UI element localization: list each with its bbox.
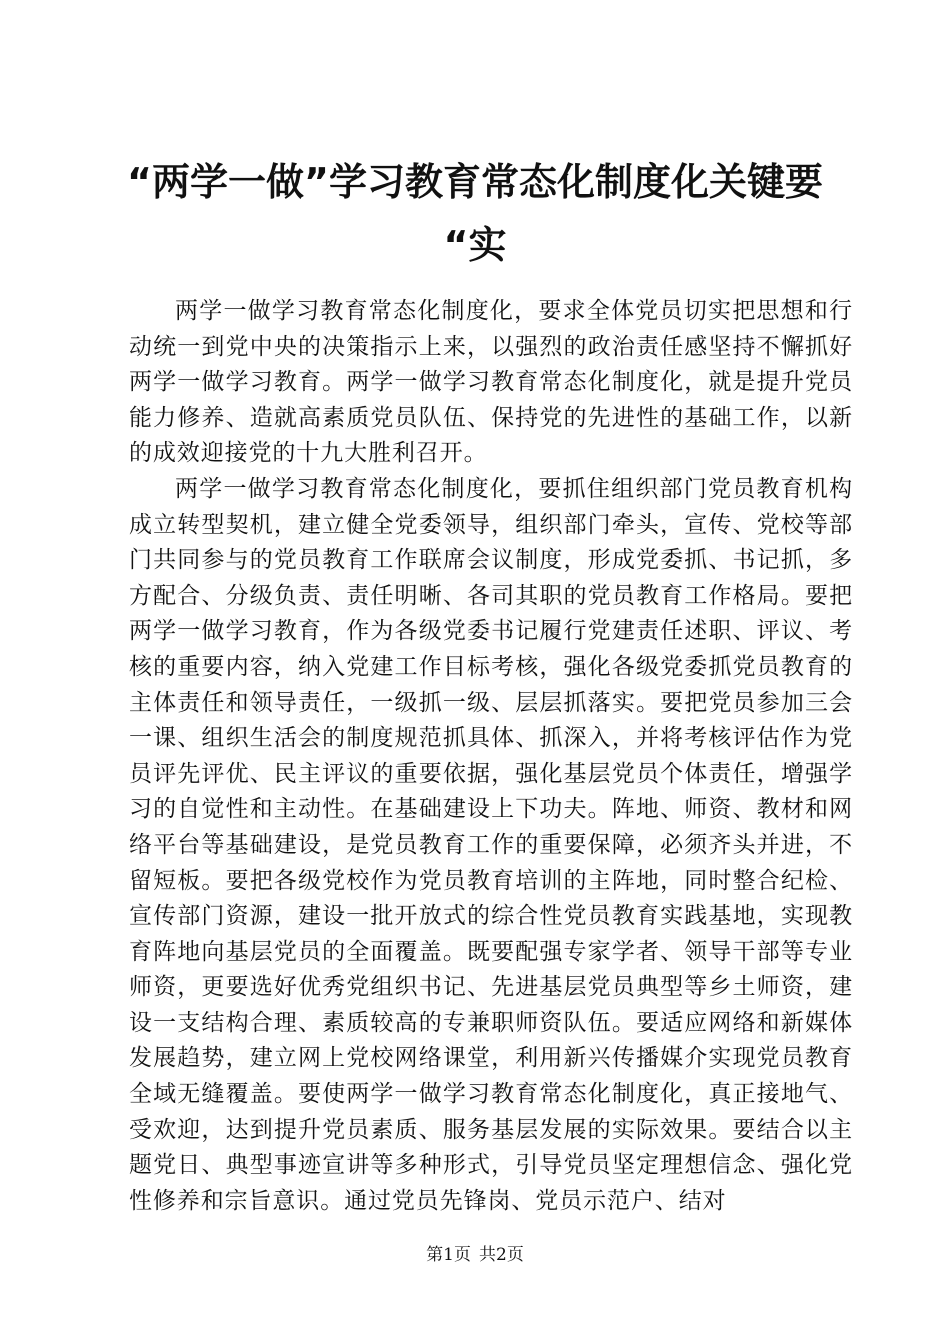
page-footer	[0, 1244, 950, 1266]
paragraph-2: 两学一做学习教育常态化制度化，要抓住组织部门党员教育机构成立转型契机，建立健全党委领导，组织部门牵头，宣传、党校等部门共同参与的党员教育工作联席会议制度，形成党委抓、书记抓，多方配合、分级负责、责任明晰、各司其职的党员教育工作格局。要把两学一做学习教育，作为各级党委书记履行党建责任述职、评议、考核的重要内容，纳入党建工作目标考核，强化各级党委抓党员教育的主体责任和领导责任，一级抓一级、层层抓落实。要把党员参加三会一课、组织生活会的制度规范抓具体、抓深入，并将考核评估作为党员评先评优、民主评议的重要依据，强化基层党员个体责任，增强学习的自觉性和主动性。在基础建设上下功夫。阵地、师资、教材和网络平台等基础建设，是党员教育工作的重要保障，必须齐头并进，不留短板。要把各级党校作为党员教育培训的主阵地，同时整合纪检、宣传部门资源，建设一批开放式的综合性党员教育实践基地，实现教育阵地向基层党员的全面覆盖。既要配强专家学者、领导干部等专业师资，更要选好优秀党组织书记、先进基层党员典型等乡土师资，建设一支结构合理、素质较高的专兼职师资队伍。要适应网络和新媒体发展趋势，建立网上党校网络课堂，利用新兴传播媒介实现党员教育全域无缝覆盖。要使两学一做学习教育常态化制度化，真正接地气、受欢迎，达到提升党员素质、服务基层发展的实际效果。要结合以主题党日、典型事迹宣讲等多种形式，引导党员坚定理想信念、强化党性修养和宗旨意识。通过党员先锋岗、党员示范户、结对	[129, 475, 853, 1214]
document-body	[129, 294, 853, 1219]
document-title-line-1: “两学一做”学习教育常态化制度化关键要	[127, 160, 823, 204]
page-number-current: 第1页	[426, 1245, 471, 1265]
document-title-line-2: “实	[443, 223, 507, 267]
paragraph-1: 两学一做学习教育常态化制度化，要求全体党员切实把思想和行动统一到党中央的决策指示上来，以强烈的政治责任感坚持不懈抓好两学一做学习教育。两学一做学习教育常态化制度化，就是提升党员能力修养、造就高素质党员队伍、保持党的先进性的基础工作，以新的成效迎接党的十九大胜利召开。	[129, 298, 853, 467]
page-number-total: 共2页	[479, 1245, 524, 1265]
